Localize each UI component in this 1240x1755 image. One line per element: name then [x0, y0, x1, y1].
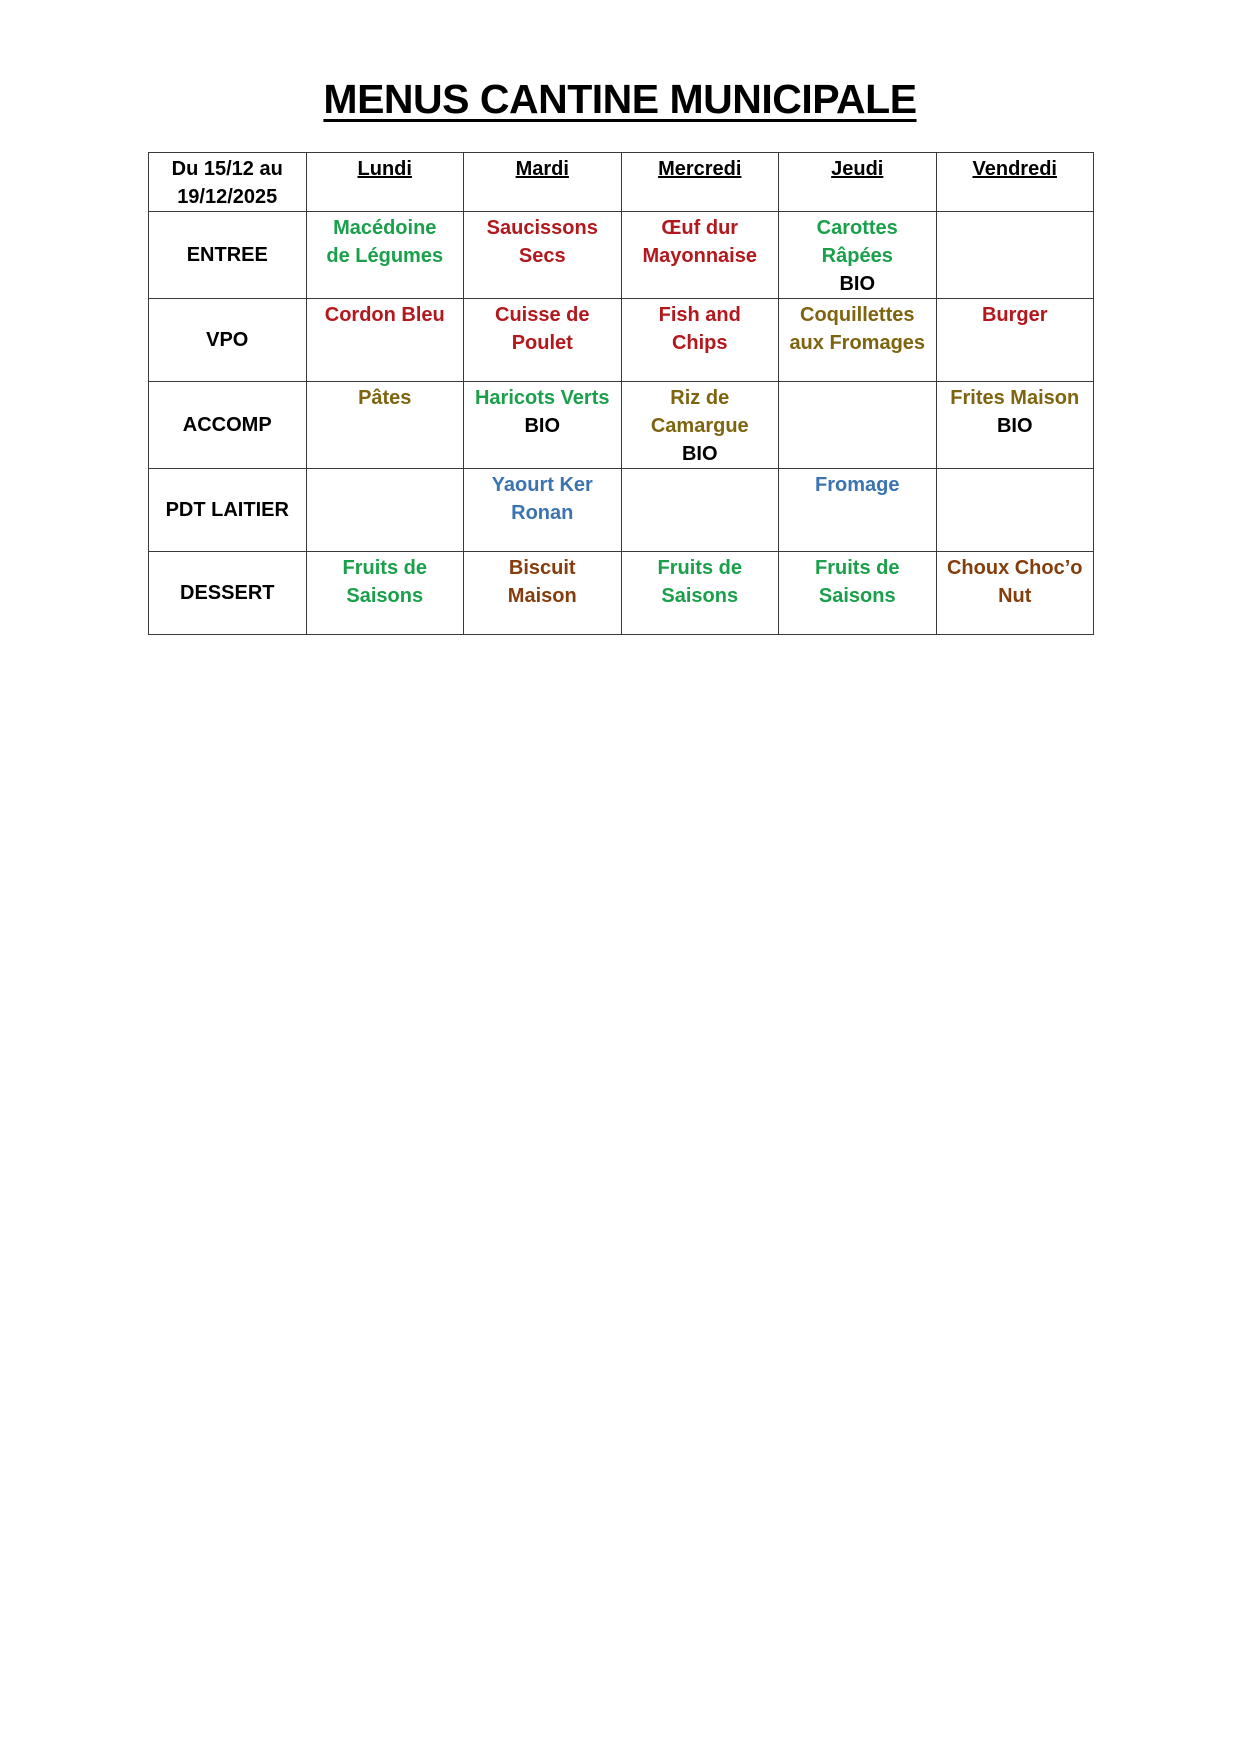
- dish-line: Choux Choc’o: [946, 557, 1083, 579]
- menu-cell-dessert-jeudi: [779, 552, 937, 635]
- dish-line: Fruits de: [815, 557, 900, 579]
- dish-line: Frites Maison: [950, 387, 1080, 409]
- dish-line: Carottes: [816, 217, 898, 239]
- dish-line: Ronan: [511, 502, 574, 524]
- dish-line: Maison: [507, 585, 577, 607]
- period-line-2: 19/12/2025: [177, 186, 278, 208]
- day-header-mercredi: [621, 153, 779, 212]
- dish-line: Œuf dur: [661, 217, 739, 239]
- dish-line: Fruits de: [342, 557, 427, 579]
- menu-table: [148, 152, 1094, 635]
- dish-line: Chips: [671, 332, 728, 354]
- day-header-jeudi: [779, 153, 937, 212]
- menu-cell-accomp-mercredi: [621, 382, 779, 469]
- menu-row-accomp: [149, 382, 1094, 469]
- dish-line: Yaourt Ker: [491, 474, 593, 496]
- dish-line: Saisons: [346, 585, 424, 607]
- menu-body: [149, 212, 1094, 635]
- menu-cell-accomp-lundi: [306, 382, 464, 469]
- menu-cell-accomp-vendredi: [936, 382, 1094, 469]
- dish-line: Biscuit: [508, 557, 576, 579]
- menu-cell-entree-lundi: [306, 212, 464, 299]
- row-label: DESSERT: [149, 552, 307, 635]
- dish-line: Saisons: [661, 585, 739, 607]
- dish-line: Macédoine: [333, 217, 437, 239]
- dish-line: Riz de: [670, 387, 730, 409]
- dish-line: Mayonnaise: [642, 245, 757, 267]
- row-label: PDT LAITIER: [149, 469, 307, 552]
- menu-cell-vpo-mercredi: [621, 299, 779, 382]
- dish-line: BIO: [996, 415, 1033, 437]
- row-label: VPO: [149, 299, 307, 382]
- row-label: ENTREE: [149, 212, 307, 299]
- dish-line: Nut: [998, 585, 1032, 607]
- day-header-lundi: [306, 153, 464, 212]
- header-row: [149, 153, 1094, 212]
- dish-line: aux Fromages: [789, 332, 926, 354]
- dish-line: Fish and: [658, 304, 741, 326]
- dish-line: Coquillettes: [800, 304, 915, 326]
- day-label: Jeudi: [831, 158, 884, 180]
- menu-cell-entree-mercredi: [621, 212, 779, 299]
- menu-cell-entree-mardi: [464, 212, 622, 299]
- dish-line: Râpées: [821, 245, 893, 267]
- menu-cell-dessert-mardi: [464, 552, 622, 635]
- menu-row-dessert: [149, 552, 1094, 635]
- menu-cell-pdt-laitier-mercredi: [621, 469, 779, 552]
- menu-cell-dessert-lundi: [306, 552, 464, 635]
- dish-line: Haricots Verts: [474, 387, 610, 409]
- menu-cell-pdt-laitier-lundi: [306, 469, 464, 552]
- menu-cell-vpo-vendredi: [936, 299, 1094, 382]
- dish-line: Cordon Bleu: [324, 304, 445, 326]
- menu-cell-vpo-jeudi: [779, 299, 937, 382]
- menu-cell-entree-jeudi: [779, 212, 937, 299]
- menu-cell-accomp-jeudi: [779, 382, 937, 469]
- page-title: MENUS CANTINE MUNICIPALE: [323, 76, 917, 122]
- dish-line: Saisons: [818, 585, 896, 607]
- menu-cell-entree-vendredi: [936, 212, 1094, 299]
- day-label: Mercredi: [658, 158, 742, 180]
- menu-cell-vpo-lundi: [306, 299, 464, 382]
- dish-line: BIO: [524, 415, 561, 437]
- period-cell: [149, 153, 307, 212]
- dish-line: Fromage: [815, 474, 900, 496]
- menu-row-vpo: [149, 299, 1094, 382]
- dish-line: Fruits de: [657, 557, 742, 579]
- dish-line: Cuisse de: [495, 304, 590, 326]
- day-label: Mardi: [515, 158, 569, 180]
- period-line-1: Du 15/12 au: [171, 158, 283, 180]
- day-header-vendredi: [936, 153, 1094, 212]
- dish-line: Secs: [518, 245, 566, 267]
- menu-cell-dessert-vendredi: [936, 552, 1094, 635]
- dish-line: Saucissons: [486, 217, 598, 239]
- dish-line: Burger: [981, 304, 1048, 326]
- dish-line: Poulet: [511, 332, 573, 354]
- menu-cell-accomp-mardi: [464, 382, 622, 469]
- dish-line: Camargue: [650, 415, 749, 437]
- dish-line: BIO: [681, 443, 718, 465]
- dish-line: Pâtes: [358, 387, 412, 409]
- menu-cell-dessert-mercredi: [621, 552, 779, 635]
- menu-cell-pdt-laitier-vendredi: [936, 469, 1094, 552]
- dish-line: de Légumes: [326, 245, 444, 267]
- menu-cell-vpo-mardi: [464, 299, 622, 382]
- day-label: Lundi: [357, 158, 412, 180]
- menu-row-pdt-laitier: [149, 469, 1094, 552]
- row-label: ACCOMP: [149, 382, 307, 469]
- day-header-mardi: [464, 153, 622, 212]
- day-label: Vendredi: [972, 158, 1057, 180]
- dish-line: BIO: [839, 273, 876, 295]
- menu-cell-pdt-laitier-mardi: [464, 469, 622, 552]
- menu-row-entree: [149, 212, 1094, 299]
- menu-cell-pdt-laitier-jeudi: [779, 469, 937, 552]
